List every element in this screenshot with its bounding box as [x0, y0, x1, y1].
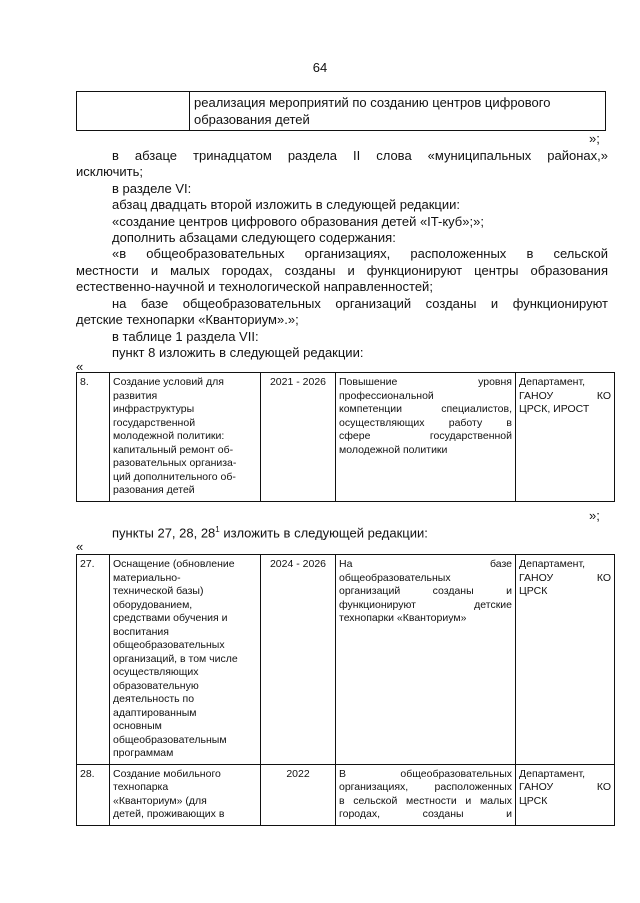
cell-line: профессиональной	[339, 389, 434, 402]
paragraph-line: «создание центров цифрового образования детей «IT-куб»;»;	[112, 214, 484, 229]
paragraph-line: пункт 8 изложить в следующей редакции:	[112, 345, 364, 360]
cell-line: адаптированным	[113, 706, 197, 719]
table-item-8	[76, 372, 615, 502]
cell-line: детей, проживающих в	[113, 808, 225, 820]
cell-line: функционируют детские	[339, 598, 512, 611]
cell-executor	[516, 373, 615, 502]
cell-line: ций дополнительного об-	[113, 470, 236, 483]
cell-line: компетенции специалистов,	[339, 403, 512, 415]
cell-line: молодежной политики:	[113, 430, 225, 442]
page-number: 64	[312, 60, 328, 75]
cell-line: Департамент,	[519, 558, 586, 570]
cell-line: технопарка	[113, 781, 169, 793]
cell-line: общеобразовательных	[339, 571, 451, 584]
cell-line: ГАНОУ КО	[519, 389, 611, 402]
paragraph-line: абзац двадцать второй изложить в следующей редакции:	[112, 197, 461, 212]
cell-line: развития	[113, 389, 158, 402]
cell-result	[336, 764, 516, 825]
cell-line: ГАНОУ КО	[519, 571, 611, 584]
cell-years: 2021 - 2026	[261, 373, 336, 502]
cell-line: ГАНОУ КО	[519, 781, 611, 793]
cell-line: общеобразовательных	[113, 639, 225, 651]
opening-quote: «	[76, 539, 84, 554]
paragraph-line: исключить;	[76, 164, 144, 179]
cell-number: 27.	[77, 555, 110, 765]
cell-line: В общеобразовательных	[339, 767, 512, 780]
cell-years: 2024 - 2026	[261, 555, 336, 765]
cell-executor	[516, 764, 615, 825]
table-items-27-28	[76, 554, 615, 826]
paragraph-line: «в общеобразовательных организациях, расположенных в сельской	[112, 246, 608, 261]
cell-line: «Кванториум» (для	[113, 794, 207, 807]
paragraph-line: естественно-научной и технологической направленностей;	[76, 279, 433, 294]
paragraph-line: местности и малых городах, созданы и функционируют центры образования	[76, 263, 608, 278]
cell-years: 2022	[261, 764, 336, 825]
cell-line: основным	[113, 720, 162, 732]
cell-line: Оснащение (обновление	[113, 558, 235, 570]
paragraph-line: детские технопарки «Кванториум».»;	[76, 312, 299, 327]
cell-line: организаций созданы и	[339, 585, 512, 597]
cell-line: разовательных организа-	[113, 457, 237, 469]
top-table-line: реализация мероприятий по созданию центров цифрового	[194, 95, 551, 110]
cell-line: материально-	[113, 571, 181, 584]
cell-line: Создание мобильного	[113, 767, 221, 780]
cell-line: Создание условий для	[113, 376, 224, 388]
paragraph-line: на базе общеобразовательных организаций созданы и функционируют	[112, 296, 608, 311]
paragraph-line: в таблице 1 раздела VII:	[112, 329, 259, 344]
cell-line: ЦРСК, ИРОСТ	[519, 403, 590, 415]
paragraph-text: пункты 27, 28, 28	[112, 525, 216, 541]
cell-line: технопарки «Кванториум»	[339, 612, 467, 624]
opening-quote: «	[76, 359, 84, 374]
cell-line: общеобразовательным	[113, 733, 227, 746]
top-table-line: образования детей	[194, 112, 310, 127]
cell-line: воспитания	[113, 625, 169, 638]
cell-line: инфраструктуры	[113, 403, 195, 415]
top-continuation-table	[76, 91, 606, 131]
paragraph-line: в разделе VI:	[112, 181, 192, 196]
cell-number: 28.	[77, 764, 110, 825]
table-row	[77, 764, 615, 825]
cell-line: организациях, расположенных	[339, 781, 512, 793]
cell-line: осуществляющих работу в	[339, 416, 512, 429]
paragraph-text: изложить в следующей редакции:	[219, 525, 428, 541]
cell-line: государственной	[113, 416, 196, 429]
cell-line: оборудованием,	[113, 598, 193, 611]
cell-line: капитальный ремонт об-	[113, 443, 234, 456]
cell-line: разования детей	[113, 484, 195, 496]
table-row	[77, 373, 615, 502]
cell-line: в сельской местности и малых	[339, 794, 512, 807]
cell-line: организаций, в том числе	[113, 652, 238, 665]
cell-name	[110, 764, 261, 825]
cell-line: ЦРСК	[519, 585, 548, 597]
cell-line: образовательную	[113, 679, 199, 692]
closing-quote: »;	[589, 131, 600, 146]
cell-number: 8.	[77, 373, 110, 502]
cell-line: Департамент,	[519, 767, 586, 780]
cell-executor	[516, 555, 615, 765]
cell-line: программам	[113, 747, 174, 759]
superscript: 1	[215, 525, 220, 534]
cell-line: технической базы)	[113, 585, 204, 597]
cell-result	[336, 555, 516, 765]
paragraph-line: дополнить абзацами следующего содержания:	[112, 230, 396, 245]
top-table-text-cell	[190, 92, 606, 131]
cell-line: Департамент,	[519, 376, 586, 388]
cell-name	[110, 555, 261, 765]
cell-line: Повышение уровня	[339, 376, 512, 388]
top-table-empty-cell	[77, 92, 190, 131]
table-row	[77, 555, 615, 765]
closing-quote: »;	[589, 508, 600, 523]
cell-line: деятельность по	[113, 693, 195, 705]
cell-line: осуществляющих	[113, 666, 199, 678]
cell-line: сфере государственной	[339, 430, 512, 442]
cell-result	[336, 373, 516, 502]
cell-name	[110, 373, 261, 502]
cell-line: средствами обучения и	[113, 612, 228, 624]
cell-line: На базе	[339, 558, 512, 570]
cell-line: молодежной политики	[339, 443, 448, 456]
paragraph-line	[112, 522, 428, 541]
cell-line: городах, созданы и	[339, 808, 512, 820]
cell-line: ЦРСК	[519, 794, 548, 807]
paragraph-line: в абзаце тринадцатом раздела II слова «муниципальных районах,»	[112, 148, 608, 163]
